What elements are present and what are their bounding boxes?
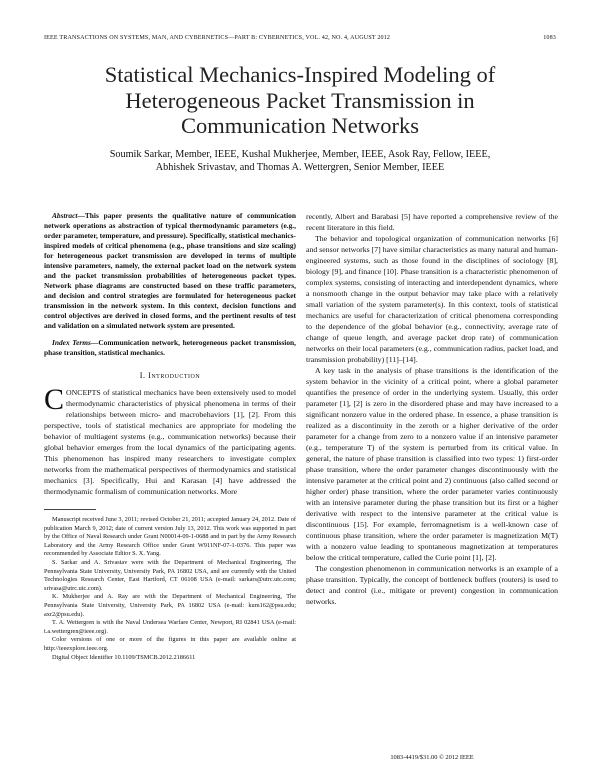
copyright-line: 1083-4419/$31.00 © 2012 IEEE (390, 754, 474, 761)
index-terms-text: —Communication network, heterogeneous packet transmission, phase transition, statistical mechanics. (44, 338, 296, 357)
footnote-rule (44, 509, 96, 510)
author-line: Abhishek Srivastav, and Thomas A. Wettergren, Senior Member, IEEE (155, 162, 445, 173)
page-number: 1083 (543, 35, 556, 41)
doi-footnote: Digital Object Identifier 10.1109/TSMCB.2012.2186611 (52, 653, 196, 661)
left-column (44, 211, 296, 662)
paper-title (40, 62, 560, 139)
intro-paragraph (44, 383, 296, 497)
section-number: I. (139, 371, 146, 380)
abstract-text: —This paper presents the qualitative nature of communication network operations as abstraction of typical thermodynamic parameters (e.g., order parameter, temperature, and pressure). Specifically, statistical mechanics-inspired models of critical phenomena (e.g., phase transitions and size scaling) for heterogeneous packet transmission are developed in terms of multiple intensive parameters, namely, the external packet load on the network system and the packet transmission probabilities of heterogeneous packet types. Network phase diagrams are constructed based on these traffic parameters, and decision and control strategies are formulated for heterogeneous packet transmission in the network system. In this context, decision functions and control objectives are derived in closed forms, and the pertinent results of test and validation on a simulated network system are presented. (44, 211, 296, 330)
title-line: Communication Networks (180, 113, 420, 138)
section-heading (44, 370, 296, 381)
footnote: K. Mukherjee and A. Ray are with the Department of Mechanical Engineering, The Pennsylvania State University, University Park, PA 16802 USA (e-mail: kum162@psu.edu; axr2@psu.edu). (44, 593, 296, 618)
abstract (44, 211, 296, 331)
body-paragraph: A key task in the analysis of phase transitions is the identification of the system behavior in the vicinity of a critical point, where a global parameter quantifies the presence of order in the underlying system. Usually, this order parameter [1], [2] is zero in the disordered phase and may have increased to a significant nonzero value in the ordered phase. In essence, a phase transition is realized as a discontinuity in the zeroth or a higher derivative of the order parameter for a change from zero to a nonzero value if an intensive parameter (e.g., temperature T) of the system is perturbed from its critical value. In general, the nature of phase transition is classified into two types: 1) first-order phase transition, where the order parameter changes discontinuously with the intensive parameter at the critical point and 2) continuous (also called second or higher order) phase transition, where the order parameter varies continuously with an intensive parameter during the phase transition but its first or a higher derivative with respect to the intensive parameter at the critical value is discontinuous [15]. For example, ferromagnetism is a well-known case of continuous phase transition, where the order parameter is magnetization M(T) with a nonzero value leading to spontaneous magnetization at temperatures below the critical temperature, called the Curie point [1], [2]. (306, 366, 558, 562)
journal-name: IEEE TRANSACTIONS ON SYSTEMS, MAN, AND CYBERNETICS—PART B: CYBERNETICS, VOL. 42, NO. 4, AUGUST 2012 (44, 35, 391, 41)
body-paragraph: recently, Albert and Barabasi [5] have reported a comprehensive review of the recent literature in this field. (306, 212, 558, 232)
index-terms-label: Index Terms (52, 338, 91, 347)
footnote: T. A. Wettergren is with the Naval Undersea Warfare Center, Newport, RI 02841 USA (e-mail: t.a.wettergren@ieee.org). (44, 619, 296, 635)
right-column (306, 211, 558, 607)
footnote: S. Sarkar and A. Srivastav were with the Department of Mechanical Engineering, The Pennsylvania State University, University Park, PA 16802 USA, and are currently with the United Technologies Research Center, East Hartford, CT 06108 USA (e-mail: sarkars@utrc.utc.com; srivasa@utrc.utc.com). (44, 558, 296, 592)
running-header (44, 35, 556, 45)
body-paragraph: The congestion phenomenon in communication networks is an example of a phase transition. Typically, the concept of bottleneck buffers (routers) is used to detect and control (i.e., mitigate or prevent) congestion in communication networks. (306, 564, 558, 606)
title-line: Heterogeneous Packet Transmission in (125, 87, 475, 113)
abstract-label: Abstract (52, 211, 78, 220)
footnote: Color versions of one or more of the figures in this paper are available online at http://ieeexplore.ieee.org. (44, 636, 296, 652)
footnote: Manuscript received June 3, 2011; revised October 21, 2011; accepted January 24, 2012. Date of publication March 9, 2012; date of current version July 13, 2012. This work was supported in part by the Office of Naval Research under Grant N00014-09-1-0688 and in part by the Army Research Laboratory and the Army Research Office under Grant W911NF-07-1-0376. This paper was recommended by Associate Editor S. X. Yang. (44, 516, 296, 558)
body-paragraph: The behavior and topological organization of communication networks [6] and sensor networks [7] have similar characteristics as many natural and human-engineered systems, such as those found in the disciplines of sociology [8], biology [9], and finance [10]. Phase transition is a characteristic phenomenon of complex systems, consisting of interacting and interdependent dynamics, where a nonsmooth change in the output behavior may take place with a relatively small variation of the system parameter(s). In this context, tools of statistical mechanics are useful for characterization of critical phenomena corresponding to the dependence of the global behavior (e.g., connectivity, average rate of change of queue length, and average packet drop rate) of communication networks on their local parameters (e.g., communication radius, packet load, and transmission probability) [11]–[14]. (306, 234, 558, 364)
index-terms (44, 338, 296, 358)
title-line: Statistical Mechanics-Inspired Modeling of (104, 62, 496, 87)
section-title: Introduction (148, 371, 201, 380)
author-line: Soumik Sarkar, Member, IEEE, Kushal Mukherjee, Member, IEEE, Asok Ray, Fellow, IEEE, (109, 149, 491, 160)
intro-text: ONCEPTS of statistical mechanics have been extensively used to model thermodynamic characteristics of physical phenomena in terms of their relationships between micro- and macrobehaviors [1], [2]. From this perspective, tools of statistical mechanics are appropriate for modeling the behavior of multiagent systems (e.g., communication networks) because their global behavior emerges from the local dynamics of the participating agents. This phenomenon has inspired many researchers to investigate complex networks from the mathematical perspectives of thermodynamics and statistical mechanics [3]. Specifically, Hui and Karasan [4] have addressed the thermodynamic formalism of communication networks. More (44, 388, 296, 496)
drop-cap: C (44, 383, 65, 416)
author-list (40, 148, 560, 174)
